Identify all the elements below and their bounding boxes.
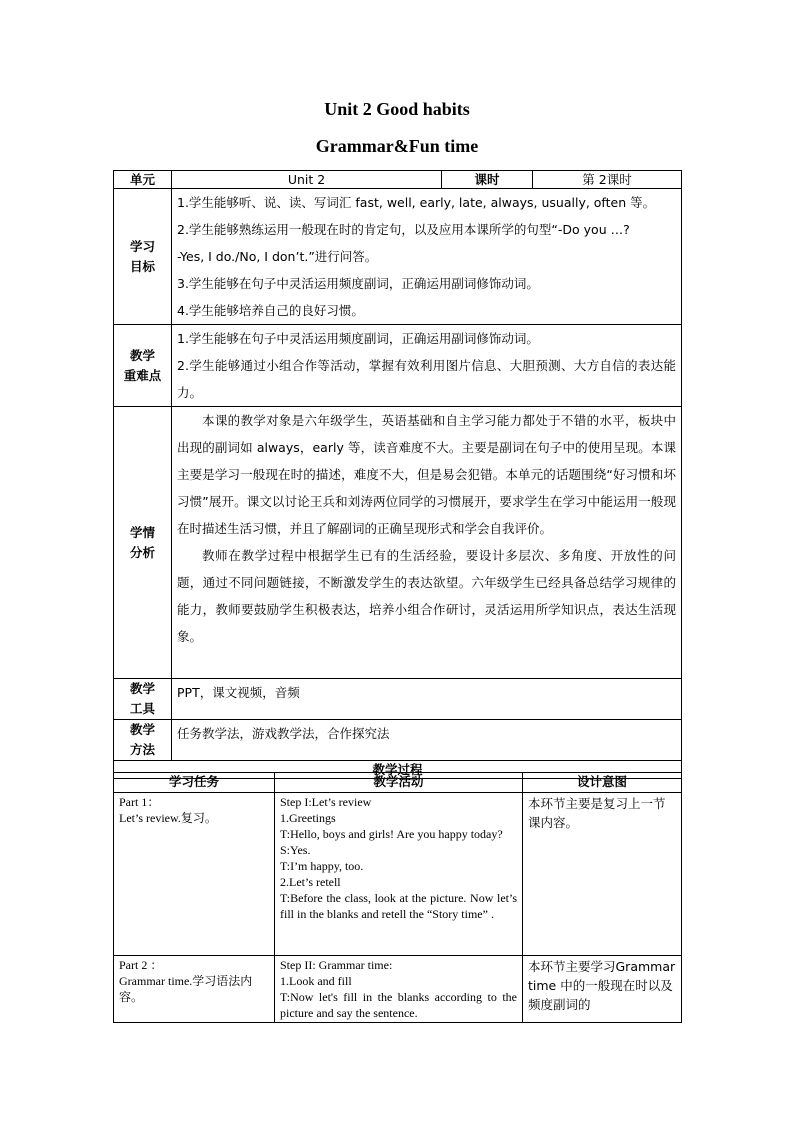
period-label: 课时 bbox=[442, 171, 533, 189]
analysis-content bbox=[172, 407, 682, 679]
column-header-task: 学习任务 bbox=[114, 773, 275, 793]
objective-item: 1.学生能够听、说、读、写词汇 fast, well, early, late, always, usually, often 等。 bbox=[177, 195, 656, 210]
intent-cell: 本环节主要是复习上一节课内容。 bbox=[523, 793, 682, 956]
tools-row bbox=[114, 679, 682, 720]
intent-cell: 本环节主要学习Grammar time 中的一般现在时以及频度副词的 bbox=[523, 956, 682, 1023]
analysis-row bbox=[114, 407, 682, 679]
activity-cell: Step II: Grammar time: 1.Look and fill T:Now let's fill in the blanks according to the picture and say the sentence. bbox=[275, 956, 523, 1023]
task-cell: Part 1： Let’s review.复习。 bbox=[114, 793, 275, 956]
unit-row bbox=[114, 171, 682, 189]
analysis-label: 学情 分析 bbox=[114, 407, 172, 679]
key-points-content bbox=[172, 325, 682, 407]
analysis-paragraph: 本课的教学对象是六年级学生，英语基础和自主学习能力都处于不错的水平，板块中出现的副词如 always，early 等，读音难度不大。主要是副词在句子中的使用呈现。本课主要是学习一般现在时的描述，难度不大，但是易会犯错。本单元的话题围绕“好习惯和坏习惯”展开。课文以讨论王兵和刘涛两位同学的习惯展开，要求学生在学习中能运用一般现在时描述生活习惯，并且了解副词的正确呈现形式和学会自我评价。 bbox=[177, 413, 676, 536]
unit-label: 单元 bbox=[114, 171, 172, 189]
process-row bbox=[114, 956, 682, 1023]
unit-value: Unit 2 bbox=[172, 171, 442, 189]
period-value: 第 2课时 bbox=[533, 171, 682, 189]
activity-cell: Step I:Let’s review 1.Greetings T:Hello, boys and girls! Are you happy today? S:Yes. T:I’m happy, too. 2.Let’s retell T:Before the class, look at the picture. Now let’s fill in the blanks and retell the “Story time” . bbox=[275, 793, 523, 956]
tools-label: 教学 工具 bbox=[114, 679, 172, 720]
document-subtitle: Grammar&Fun time bbox=[315, 136, 479, 156]
column-header-intent: 设计意图 bbox=[523, 773, 682, 793]
process-table bbox=[113, 772, 682, 1023]
tools-value: PPT，课文视频，音频 bbox=[172, 679, 682, 720]
objectives-label: 学习 目标 bbox=[114, 189, 172, 325]
process-row bbox=[114, 793, 682, 956]
objective-item: -Yes, I do./No, I don’t.”进行问答。 bbox=[177, 249, 378, 264]
methods-row bbox=[114, 720, 682, 761]
objective-item: 4.学生能够培养自己的良好习惯。 bbox=[177, 303, 364, 318]
objective-item: 3.学生能够在句子中灵活运用频度副词，正确运用副词修饰动词。 bbox=[177, 276, 539, 291]
column-header-activity: 教学活动 bbox=[275, 773, 523, 793]
methods-value: 任务教学法，游戏教学法，合作探究法 bbox=[172, 720, 682, 761]
process-header: 教学过程 bbox=[114, 761, 682, 779]
process-columns-row bbox=[114, 773, 682, 793]
document-title: Unit 2 Good habits bbox=[324, 99, 470, 119]
key-point-item: 2.学生能够通过小组合作等活动，掌握有效利用图片信息、大胆预测、大方自信的表达能力。 bbox=[177, 358, 676, 400]
key-points-label: 教学 重难点 bbox=[114, 325, 172, 407]
objective-item: 2.学生能够熟练运用一般现在时的肯定句，以及应用本课所学的句型“-Do you …? bbox=[177, 222, 630, 237]
task-cell: Part 2 ： Grammar time.学习语法内容。 bbox=[114, 956, 275, 1023]
lesson-info-table bbox=[113, 170, 682, 779]
objectives-content bbox=[172, 189, 682, 325]
objectives-row bbox=[114, 189, 682, 325]
methods-label: 教学 方法 bbox=[114, 720, 172, 761]
key-points-row bbox=[114, 325, 682, 407]
key-point-item: 1.学生能够在句子中灵活运用频度副词，正确运用副词修饰动词。 bbox=[177, 331, 539, 346]
analysis-paragraph: 教师在教学过程中根据学生已有的生活经验，要设计多层次、多角度、开放性的问题，通过不同问题链接，不断激发学生的表达欲望。六年级学生已经具备总结学习规律的能力，教师要鼓励学生积极表达，培养小组合作研讨，灵活运用所学知识点，表达生活现象。 bbox=[177, 548, 676, 644]
